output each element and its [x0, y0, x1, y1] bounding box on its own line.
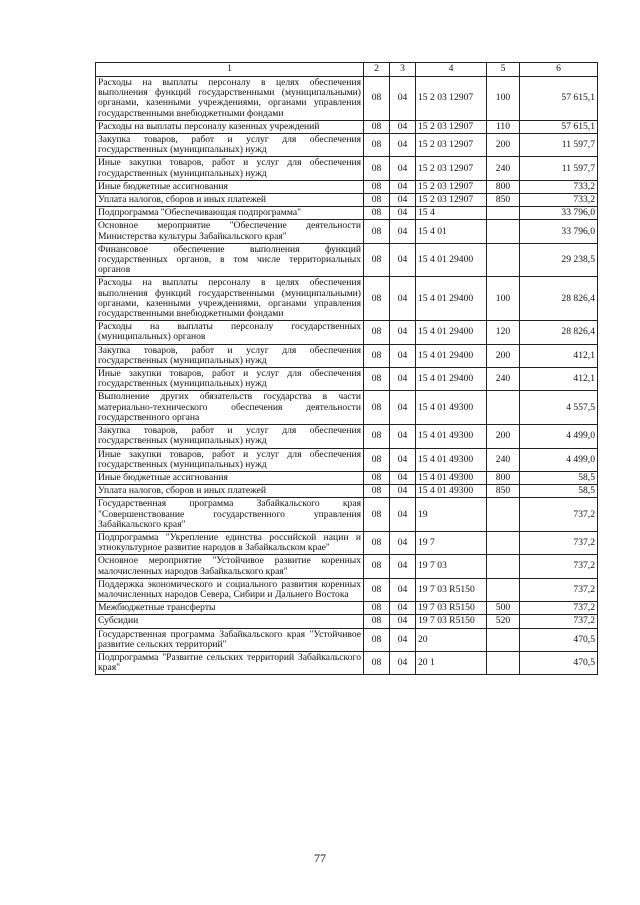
header-col-5: 5: [487, 63, 520, 77]
cell-subsection: 04: [390, 120, 416, 133]
header-col-1: 1: [96, 63, 364, 77]
header-col-3: 3: [390, 63, 416, 77]
cell-target-code: 15 2 03 12907: [416, 157, 487, 180]
header-col-4: 4: [416, 63, 487, 77]
cell-expense-type: [487, 207, 520, 220]
cell-expense-type: 800: [487, 180, 520, 193]
cell-expense-type: 850: [487, 485, 520, 498]
cell-section: 08: [364, 615, 390, 628]
table-row: [96, 651, 598, 674]
cell-section: 08: [364, 194, 390, 207]
cell-name: Иные закупки товаров, работ и услуг для обеспечения государственных (муниципальных) нужд: [96, 448, 364, 471]
cell-target-code: 15 2 03 12907: [416, 120, 487, 133]
cell-expense-type: 100: [487, 277, 520, 321]
cell-section: 08: [364, 498, 390, 532]
table-row: [96, 425, 598, 448]
cell-amount: 4 499,0: [520, 448, 598, 471]
cell-name: Уплата налогов, сборов и иных платежей: [96, 485, 364, 498]
cell-amount: 58,5: [520, 471, 598, 484]
cell-section: 08: [364, 448, 390, 471]
cell-subsection: 04: [390, 368, 416, 391]
cell-expense-type: 200: [487, 344, 520, 367]
cell-amount: 28 826,4: [520, 277, 598, 321]
cell-name: Расходы на выплаты персоналу в целях обеспечения выполнения функций государственными (муниципальными) органами, казенными учреждениями, органами управления государственными внебюджетными фондами: [96, 277, 364, 321]
cell-name: Выполнение других обязательств государства в части материально-технического обеспечения деятельности государственного органа: [96, 391, 364, 425]
cell-subsection: 04: [390, 344, 416, 367]
cell-expense-type: [487, 628, 520, 651]
cell-expense-type: [487, 220, 520, 243]
cell-amount: 412,1: [520, 344, 598, 367]
cell-name: Государственная программа Забайкальского края "Устойчивое развитие сельских территорий": [96, 628, 364, 651]
table-row: [96, 578, 598, 601]
cell-amount: 412,1: [520, 368, 598, 391]
cell-expense-type: [487, 651, 520, 674]
cell-subsection: 04: [390, 77, 416, 121]
cell-name: Закупка товаров, работ и услуг для обеспечения государственных (муниципальных) нужд: [96, 134, 364, 157]
table-row: [96, 207, 598, 220]
table-row: [96, 531, 598, 554]
cell-expense-type: [487, 391, 520, 425]
table-row: [96, 485, 598, 498]
table-row: [96, 120, 598, 133]
cell-subsection: 04: [390, 471, 416, 484]
cell-amount: 733,2: [520, 194, 598, 207]
cell-target-code: 15 4 01 29400: [416, 243, 487, 277]
cell-section: 08: [364, 207, 390, 220]
table-row: [96, 628, 598, 651]
cell-section: 08: [364, 531, 390, 554]
cell-expense-type: 520: [487, 615, 520, 628]
cell-expense-type: 110: [487, 120, 520, 133]
cell-subsection: 04: [390, 448, 416, 471]
cell-section: 08: [364, 602, 390, 615]
cell-name: Подпрограмма "Развитие сельских территорий Забайкальского края": [96, 651, 364, 674]
cell-section: 08: [364, 628, 390, 651]
cell-amount: 33 796,0: [520, 220, 598, 243]
cell-subsection: 04: [390, 134, 416, 157]
cell-amount: 737,2: [520, 498, 598, 532]
cell-section: 08: [364, 134, 390, 157]
cell-subsection: 04: [390, 555, 416, 578]
cell-subsection: 04: [390, 602, 416, 615]
cell-amount: 58,5: [520, 485, 598, 498]
cell-expense-type: 850: [487, 194, 520, 207]
cell-target-code: 19 7 03 R5150: [416, 578, 487, 601]
table-row: [96, 134, 598, 157]
header-col-6: 6: [520, 63, 598, 77]
cell-name: Закупка товаров, работ и услуг для обеспечения государственных (муниципальных) нужд: [96, 344, 364, 367]
cell-target-code: 19 7 03: [416, 555, 487, 578]
cell-section: 08: [364, 578, 390, 601]
cell-subsection: 04: [390, 628, 416, 651]
cell-name: Расходы на выплаты персоналу в целях обеспечения выполнения функций государственными (муниципальными) органами, казенными учреждениями, органами управления государственными внебюджетными фондами: [96, 77, 364, 121]
cell-amount: 28 826,4: [520, 321, 598, 344]
cell-target-code: 15 4 01 49300: [416, 485, 487, 498]
cell-subsection: 04: [390, 498, 416, 532]
cell-section: 08: [364, 77, 390, 121]
cell-section: 08: [364, 425, 390, 448]
cell-target-code: 15 4 01: [416, 220, 487, 243]
cell-section: 08: [364, 471, 390, 484]
cell-target-code: 19: [416, 498, 487, 532]
table-row: [96, 391, 598, 425]
cell-amount: 33 796,0: [520, 207, 598, 220]
page-number: 77: [314, 851, 326, 865]
cell-subsection: 04: [390, 651, 416, 674]
table-row: [96, 471, 598, 484]
table-row: [96, 243, 598, 277]
header-col-2: 2: [364, 63, 390, 77]
cell-amount: 4 557,5: [520, 391, 598, 425]
cell-subsection: 04: [390, 180, 416, 193]
cell-subsection: 04: [390, 425, 416, 448]
cell-target-code: 19 7: [416, 531, 487, 554]
cell-target-code: 15 4 01 29400: [416, 368, 487, 391]
cell-subsection: 04: [390, 207, 416, 220]
cell-name: Расходы на выплаты персоналу государственных (муниципальных) органов: [96, 321, 364, 344]
cell-expense-type: [487, 578, 520, 601]
cell-name: Закупка товаров, работ и услуг для обеспечения государственных (муниципальных) нужд: [96, 425, 364, 448]
table-row: [96, 180, 598, 193]
cell-section: 08: [364, 120, 390, 133]
table-row: [96, 157, 598, 180]
cell-section: 08: [364, 555, 390, 578]
cell-amount: 29 238,5: [520, 243, 598, 277]
cell-section: 08: [364, 485, 390, 498]
cell-target-code: 15 2 03 12907: [416, 134, 487, 157]
cell-amount: 11 597,7: [520, 134, 598, 157]
cell-amount: 733,2: [520, 180, 598, 193]
cell-target-code: 15 2 03 12907: [416, 180, 487, 193]
cell-name: Государственная программа Забайкальского края "Совершенствование государственного управления Забайкальского края": [96, 498, 364, 532]
cell-name: Уплата налогов, сборов и иных платежей: [96, 194, 364, 207]
cell-section: 08: [364, 180, 390, 193]
cell-amount: 57 615,1: [520, 120, 598, 133]
cell-expense-type: 240: [487, 448, 520, 471]
cell-expense-type: 120: [487, 321, 520, 344]
cell-amount: 737,2: [520, 602, 598, 615]
cell-name: Иные закупки товаров, работ и услуг для обеспечения государственных (муниципальных) нужд: [96, 157, 364, 180]
cell-section: 08: [364, 391, 390, 425]
cell-subsection: 04: [390, 578, 416, 601]
cell-amount: 470,5: [520, 651, 598, 674]
cell-subsection: 04: [390, 615, 416, 628]
cell-expense-type: [487, 531, 520, 554]
cell-expense-type: 200: [487, 425, 520, 448]
cell-amount: 57 615,1: [520, 77, 598, 121]
cell-section: 08: [364, 651, 390, 674]
cell-target-code: 15 4 01 29400: [416, 344, 487, 367]
cell-subsection: 04: [390, 243, 416, 277]
cell-expense-type: 800: [487, 471, 520, 484]
cell-target-code: 15 4: [416, 207, 487, 220]
cell-target-code: 20: [416, 628, 487, 651]
cell-target-code: 15 4 01 29400: [416, 277, 487, 321]
cell-section: 08: [364, 368, 390, 391]
cell-expense-type: 500: [487, 602, 520, 615]
cell-name: Основное мероприятие "Устойчивое развитие коренных малочисленных народов Забайкальского края": [96, 555, 364, 578]
cell-amount: 11 597,7: [520, 157, 598, 180]
budget-table: [95, 62, 598, 675]
cell-name: Расходы на выплаты персоналу казенных учреждений: [96, 120, 364, 133]
cell-amount: 737,2: [520, 578, 598, 601]
table-row: [96, 498, 598, 532]
cell-subsection: 04: [390, 321, 416, 344]
cell-subsection: 04: [390, 531, 416, 554]
cell-subsection: 04: [390, 485, 416, 498]
cell-expense-type: [487, 243, 520, 277]
table-header-row: [96, 63, 598, 77]
cell-subsection: 04: [390, 194, 416, 207]
cell-target-code: 15 4 01 49300: [416, 471, 487, 484]
cell-amount: 4 499,0: [520, 425, 598, 448]
cell-target-code: 15 4 01 29400: [416, 321, 487, 344]
cell-target-code: 15 2 03 12907: [416, 77, 487, 121]
table-row: [96, 321, 598, 344]
cell-expense-type: 200: [487, 134, 520, 157]
cell-section: 08: [364, 321, 390, 344]
table-row: [96, 77, 598, 121]
cell-name: Межбюджетные трансферты: [96, 602, 364, 615]
table-row: [96, 555, 598, 578]
cell-name: Иные бюджетные ассигнования: [96, 471, 364, 484]
cell-expense-type: 240: [487, 157, 520, 180]
cell-expense-type: [487, 555, 520, 578]
table-row: [96, 194, 598, 207]
cell-section: 08: [364, 277, 390, 321]
cell-subsection: 04: [390, 220, 416, 243]
cell-section: 08: [364, 157, 390, 180]
cell-target-code: 19 7 03 R5150: [416, 602, 487, 615]
cell-subsection: 04: [390, 391, 416, 425]
cell-target-code: 15 4 01 49300: [416, 391, 487, 425]
cell-amount: 470,5: [520, 628, 598, 651]
cell-amount: 737,2: [520, 615, 598, 628]
table-body: [96, 77, 598, 675]
cell-name: Основное мероприятие "Обеспечение деятельности Министерства культуры Забайкальского края": [96, 220, 364, 243]
cell-target-code: 15 4 01 49300: [416, 448, 487, 471]
cell-target-code: 15 4 01 49300: [416, 425, 487, 448]
cell-amount: 737,2: [520, 531, 598, 554]
cell-section: 08: [364, 220, 390, 243]
cell-name: Иные закупки товаров, работ и услуг для обеспечения государственных (муниципальных) нужд: [96, 368, 364, 391]
table-row: [96, 277, 598, 321]
cell-expense-type: [487, 498, 520, 532]
cell-name: Подпрограмма "Укрепление единства российской нации и этнокультурное развитие народов в Забайкальском крае": [96, 531, 364, 554]
cell-target-code: 15 2 03 12907: [416, 194, 487, 207]
cell-subsection: 04: [390, 277, 416, 321]
table-row: [96, 368, 598, 391]
table-row: [96, 344, 598, 367]
cell-name: Подпрограмма "Обеспечивающая подпрограмма": [96, 207, 364, 220]
table-row: [96, 602, 598, 615]
cell-name: Финансовое обеспечение выполнения функций государственных органов, в том числе территориальных органов: [96, 243, 364, 277]
cell-expense-type: 240: [487, 368, 520, 391]
table-row: [96, 220, 598, 243]
cell-target-code: 20 1: [416, 651, 487, 674]
cell-section: 08: [364, 243, 390, 277]
cell-target-code: 19 7 03 R5150: [416, 615, 487, 628]
cell-amount: 737,2: [520, 555, 598, 578]
table-row: [96, 448, 598, 471]
cell-name: Субсидии: [96, 615, 364, 628]
cell-expense-type: 100: [487, 77, 520, 121]
cell-name: Поддержка экономического и социального развития коренных малочисленных народов Севера, Сибири и Дальнего Востока: [96, 578, 364, 601]
cell-subsection: 04: [390, 157, 416, 180]
cell-section: 08: [364, 344, 390, 367]
table-row: [96, 615, 598, 628]
cell-name: Иные бюджетные ассигнования: [96, 180, 364, 193]
